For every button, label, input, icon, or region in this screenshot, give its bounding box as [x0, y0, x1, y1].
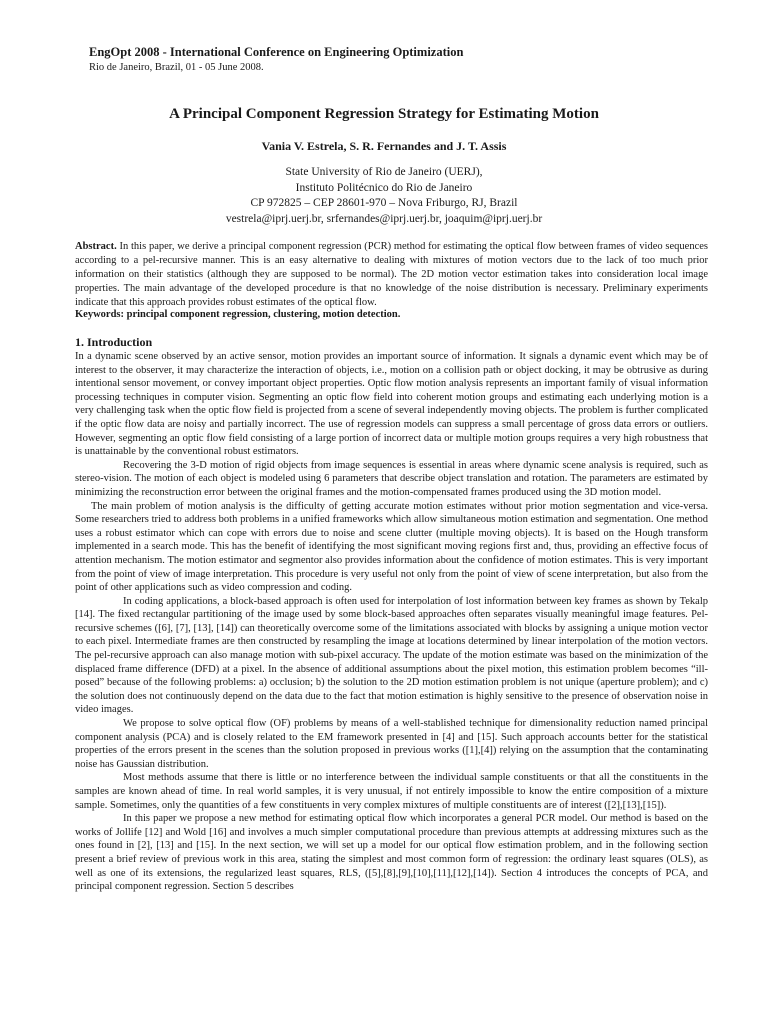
body-paragraph: In coding applications, a block-based approach is often used for interpolation of lost information between key frames as shown by Tekalp [14]. The fixed rectangular partitioning of the image used by some block-based approaches often separates visually meaningful image features. Pel-recursive schemes ([6], [7], [13], [14]) can theoretically overcome some of the limitations associated with blocks by assigning a unique motion vector to each pixel. Intermediate frames are then constructed by resampling the image at locations determined by linear interpolation of the motion vectors. The pel-recursive approach can also manage motion with sub-pixel accuracy. The update of the motion estimate was based on the minimization of the displaced frame difference (DFD) at a pixel. In the absence of additional assumptions about the pixel motion, this estimation problem becomes “ill-posed” because of the following problems: a) occlusion; b) the solution to the 2D motion estimation problem is not unique (aperture problem); and c) the solution does not continuously depend on the data due to the fact that motion estimation is highly sensitive to the presence of observation noise in video images.	[75, 595, 708, 716]
keywords: Keywords: principal component regression, clustering, motion detection.	[75, 309, 401, 320]
abstract	[75, 240, 708, 310]
paper-title: A Principal Component Regression Strategy for Estimating Motion	[169, 106, 599, 122]
body-paragraph: Most methods assume that there is little or no interference between the individual sample constituents or that all the constituents in the samples are known ahead of time. In real world samples, it is very unusual, if not entirely impossible to know the entire composition of a mixture sample. Sometimes, only the quantities of a few constituents in very complex mixtures of multiple constituents are of interest ([2],[13],[15]).	[75, 772, 708, 811]
conference-title: EngOpt 2008 - International Conference on Engineering Optimization	[89, 45, 464, 59]
affiliation-line: CP 972825 – CEP 28601-970 – Nova Friburgo, RJ, Brazil	[250, 197, 518, 209]
affiliation-block	[60, 165, 708, 227]
author-emails: vestrela@iprj.uerj.br, srfernandes@iprj.uerj.br, joaquim@iprj.uerj.br	[225, 212, 543, 225]
section-body	[75, 350, 708, 894]
abstract-label: Abstract.	[75, 241, 117, 252]
conference-header	[89, 44, 709, 75]
affiliation-line: State University of Rio de Janeiro (UERJ),	[285, 166, 483, 178]
body-paragraph: In this paper we propose a new method for estimating optical flow which incorporates a general PCR model. Our method is based on the works of Jollife [12] and Wold [16] and involves a much simpler computational procedure than previous attempts at addressing mixtures such as the ones found in [2], [13] and [15]. In the next section, we will set up a model for our optical flow estimation problem, and in the following section present a brief review of previous work in this area, stating the simplest and most common form of regression: the ordinary least squares (OLS), as well as one of its extensions, the regularized least squares, RLS, ([5],[8],[9],[10],[11],[12],[14]). Section 4 introduces the concepts of PCA, and principal component regression. Section 5 describes	[75, 813, 708, 893]
conference-location: Rio de Janeiro, Brazil, 01 - 05 June 2008.	[89, 62, 264, 73]
body-paragraph: The main problem of motion analysis is the difficulty of getting accurate motion estimates without prior motion segmentation and vice-versa. Some researchers tried to address both problems in a unified frameworks which allow simultaneous motion estimation and segmentation. One method uses a robust estimator which can cope with errors due to noise and scene clutter (multiple moving objects). It is based on the Hough transform implemented in a search mode. This has the benefit of identifying the most significant moving regions first and, thus, providing an effective focus of attention mechanism. The motion estimator and segmentor also provides information about the confidence of motion estimates. This is very important from the point of view of image interpretation. This procedure is very useful not only from the point of view of scene interpretation, but also from the point of other applications such as video compression and coding.	[75, 500, 708, 594]
abstract-text: In this paper, we derive a principal component regression (PCR) method for estimating the optical flow between frames of video sequences according to a pel-recursive manner. This is an easy alternative to dealing with mixtures of motion vectors due to the lack of too much prior information on their statistics (although they are supposed to be normal). The 2D motion vector estimation takes into consideration local image properties. The main advantage of the developed procedure is that no knowledge of the noise distribution is necessary. Preliminary experiments indicate that this approach provides robust estimates of the optical flow.	[75, 241, 708, 308]
section-heading: 1. Introduction	[75, 335, 153, 349]
body-paragraph: In a dynamic scene observed by an active sensor, motion provides an important source of information. It signals a dynamic event which may be of interest to the observer, it may characterize the interaction of objects, i.e., motion on a collision path or object docking, it may be obtrusive as during intentional sensor movement, or convey important object properties. Optic flow motion analysis represents an important family of visual information processing techniques in computer vision. Segmenting an optic flow field into coherent motion groups and estimating each underlying motion is a very challenging task when the optic flow field is projected from a scene of several independently moving objects. The problem is further complicated if the optic flow data are noisy and partially incorrect. The use of regression models can suppress a small percentage of gross data errors or outliers. However, segmenting an optic flow field consisting of a large portion of incorrect data or multiple motion groups requires a very high robustness that is unattainable by the conventional robust estimators.	[75, 351, 708, 458]
paper-authors: Vania V. Estrela, S. R. Fernandes and J. T. Assis	[261, 139, 507, 153]
body-paragraph: Recovering the 3-D motion of rigid objects from image sequences is essential in areas where dynamic scene analysis is required, such as stereo-vision. The motion of each object is modeled using 6 parameters that describe object translation and rotation. The parameters are estimated by minimizing the reconstruction error between the original frames and the motion-compensated frames produced using the 3D motion model.	[75, 459, 708, 498]
affiliation-line: Instituto Politécnico do Rio de Janeiro	[295, 181, 473, 194]
body-paragraph: We propose to solve optical flow (OF) problems by means of a well-stablished technique for dimensionality reduction named principal component analysis (PCA) and is closely related to the EM framework presented in [4] and [15]. Such approach accounts better for the statistical properties of the errors present in the scenes than the solution proposed in previous works ([1],[4]) relying on the assumption that the contaminating noise has Gaussian distribution.	[75, 718, 708, 770]
